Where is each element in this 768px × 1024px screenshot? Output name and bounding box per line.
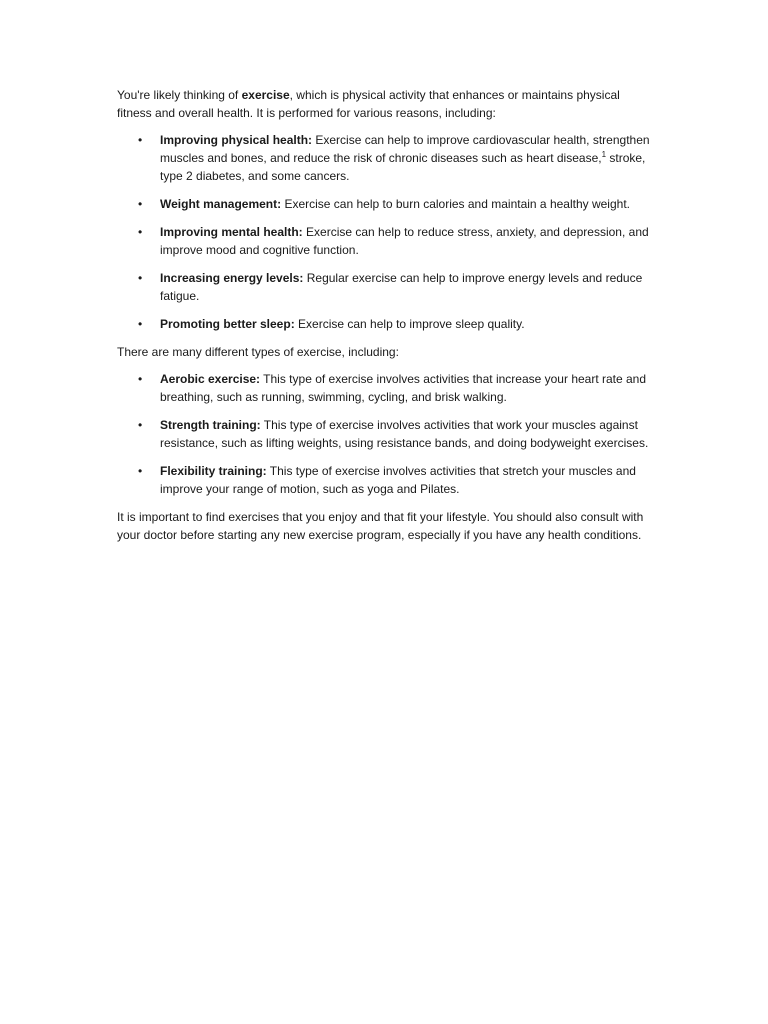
types-list	[117, 370, 657, 498]
types-intro-paragraph: There are many different types of exercise, including:	[117, 345, 399, 359]
item-text: This type of exercise involves activities that work your muscles against resistance, such as lifting weights, using resistance bands, and doing bodyweight exercises.	[160, 418, 649, 450]
list-item	[117, 315, 657, 333]
bullet-marker: •	[138, 372, 143, 386]
item-text: This type of exercise involves activities that increase your heart rate and breathing, such as running, swimming, cycling, and brisk walking.	[160, 372, 647, 404]
bullet-marker: •	[138, 225, 143, 239]
intro-term: exercise	[241, 88, 290, 102]
item-text: Exercise can help to burn calories and maintain a healthy weight.	[281, 197, 630, 211]
list-item	[117, 269, 657, 305]
item-text: Exercise can help to improve sleep quality.	[294, 317, 525, 331]
intro-paragraph	[117, 86, 657, 122]
item-label: Weight management:	[160, 197, 282, 211]
item-label: Improving mental health:	[160, 225, 303, 239]
bullet-marker: •	[138, 418, 143, 432]
list-item	[117, 131, 657, 185]
list-item	[117, 195, 657, 213]
bullet-marker: •	[138, 271, 143, 285]
item-text: Exercise can help to improve cardiovascular health, strengthen muscles and bones, and reduce the risk of chronic diseases such as heart disease,	[160, 133, 650, 165]
item-label: Increasing energy levels:	[160, 271, 304, 285]
reasons-list	[117, 131, 657, 333]
footnote-marker: 1	[601, 150, 607, 159]
item-text-continued: stroke, type 2 diabetes, and some cancers.	[160, 151, 646, 183]
item-label: Aerobic exercise:	[160, 372, 261, 386]
intro-text-end: , which is physical activity that enhances or maintains physical fitness and overall health. It is performed for various reasons, including:	[117, 88, 620, 120]
list-item	[117, 416, 657, 452]
list-item	[117, 223, 657, 259]
bullet-marker: •	[138, 197, 143, 211]
document-body	[117, 86, 657, 553]
list-item	[117, 370, 657, 406]
item-text: This type of exercise involves activities that stretch your muscles and improve your range of motion, such as yoga and Pilates.	[160, 464, 636, 496]
bullet-marker: •	[138, 464, 143, 478]
item-label: Strength training:	[160, 418, 261, 432]
item-label: Improving physical health:	[160, 133, 313, 147]
item-label: Flexibility training:	[160, 464, 267, 478]
item-text: Exercise can help to reduce stress, anxiety, and depression, and improve mood and cognitive function.	[160, 225, 649, 257]
bullet-marker: •	[138, 317, 143, 331]
conclusion-paragraph: It is important to find exercises that you enjoy and that fit your lifestyle. You should also consult with your doctor before starting any new exercise program, especially if you have any health conditions.	[117, 510, 644, 542]
item-label: Promoting better sleep:	[160, 317, 295, 331]
bullet-marker: •	[138, 133, 143, 147]
item-text: Regular exercise can help to improve energy levels and reduce fatigue.	[160, 271, 643, 303]
list-item	[117, 462, 657, 498]
intro-text-start: You're likely thinking of	[117, 88, 242, 102]
